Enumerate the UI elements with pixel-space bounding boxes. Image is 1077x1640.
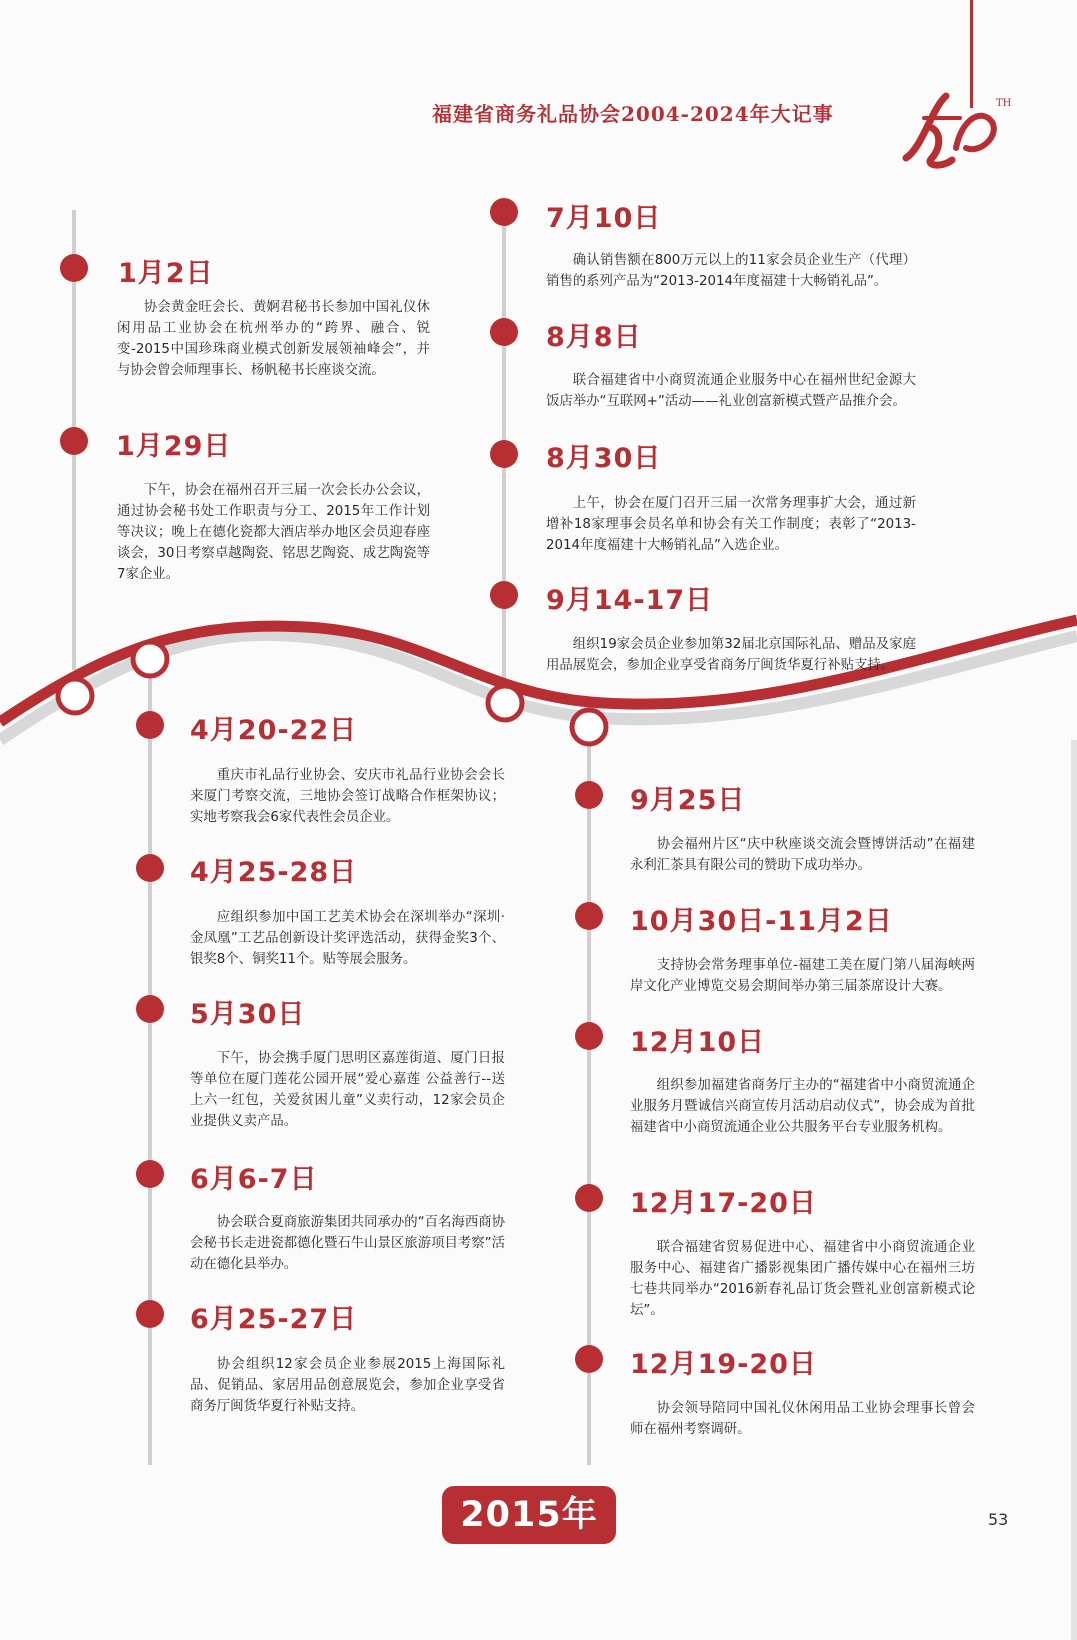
wave-node-2	[129, 638, 171, 680]
timeline-dot	[490, 440, 518, 468]
page-title: 福建省商务礼品协会2004-2024年大记事	[432, 102, 834, 126]
event-date: 5月30日	[190, 999, 306, 1030]
event-description: 组织19家会员企业参加第32届北京国际礼品、赠品及家庭用品展览会，参加企业享受省商务厅闽货华夏行补贴支持。	[546, 637, 916, 673]
event-description: 协会领导陪同中国礼仪休闲用品工业协会理事长曾会师在福州考察调研。	[630, 1401, 975, 1437]
timeline-dot	[60, 427, 88, 455]
page-number: 53	[988, 1510, 1009, 1529]
timeline-dot	[575, 1184, 603, 1212]
timeline-dot	[136, 1160, 164, 1188]
event-description: 组织参加福建省商务厅主办的“福建省中小商贸流通企业服务月暨诚信兴商宣传月活动启动仪式”，协会成为首批福建省中小商贸流通企业公共服务平台专业服务机构。	[630, 1078, 975, 1135]
20th-anniversary-logo	[902, 88, 1022, 176]
event-date: 9月25日	[630, 785, 746, 816]
timeline-dot	[136, 995, 164, 1023]
event-description: 支持协会常务理事单位-福建工美在厦门第八届海峡两岸文化产业博览交易会期间举办第三届茶席设计大赛。	[630, 958, 975, 994]
event-date: 12月19-20日	[630, 1349, 817, 1380]
timeline-dot	[575, 781, 603, 809]
event-description: 协会组织12家会员企业参展2015上海国际礼品、促销品、家居用品创意展览会，参加企业享受省商务厅闽货华夏行补贴支持。	[190, 1357, 505, 1414]
event-date: 12月10日	[630, 1027, 766, 1058]
event-date: 7月10日	[546, 203, 662, 234]
wave-node-1	[54, 675, 96, 717]
timeline-dot	[490, 581, 518, 609]
event-description: 联合福建省贸易促进中心、福建省中小商贸流通企业服务中心、福建省广播影视集团广播传媒中心在福州三坊七巷共同举办“2016新春礼品订货会暨礼业创富新模式论坛”。	[630, 1240, 975, 1318]
event-date: 1月2日	[118, 258, 214, 289]
logo-suffix: TH	[996, 98, 1012, 109]
timeline-dot	[136, 711, 164, 739]
wave-node-4	[568, 706, 610, 748]
timeline-dot	[575, 1345, 603, 1373]
event-description: 确认销售额在800万元以上的11家会员企业生产（代理）销售的系列产品为“2013-2014年度福建十大畅销礼品”。	[546, 253, 916, 289]
event-date: 1月29日	[116, 431, 232, 462]
event-description: 应组织参加中国工艺美术协会在深圳举办“深圳·金凤凰”工艺品创新设计奖评选活动，获得金奖3个、银奖8个、铜奖11个。贴等展会服务。	[190, 910, 505, 967]
event-date: 8月8日	[546, 322, 642, 353]
wave-node-3	[484, 682, 526, 724]
timeline-dot	[136, 854, 164, 882]
event-description: 联合福建省中小商贸流通企业服务中心在福州世纪金源大饭店举办“互联网+”活动——礼业创富新模式暨产品推介会。	[546, 373, 916, 409]
timeline-wave	[0, 600, 1077, 760]
event-description: 协会黄金旺会长、黄婀君秘书长参加中国礼仪休闲用品工业协会在杭州举办的“跨界、融合、锐变-2015中国珍珠商业模式创新发展领袖峰会”，并与协会曾会师理事长、杨帆秘书长座谈交流。	[117, 300, 430, 378]
timeline-dot	[60, 254, 88, 282]
timeline-dot	[490, 198, 518, 226]
event-description: 上午，协会在厦门召开三届一次常务理事扩大会，通过新增补18家理事会员名单和协会有关工作制度；表彰了“2013-2014年度福建十大畅销礼品”入选企业。	[546, 496, 916, 553]
event-date: 4月20-22日	[190, 715, 358, 746]
timeline-dot	[575, 902, 603, 930]
timeline-dot	[136, 1300, 164, 1328]
event-description: 下午，协会携手厦门思明区嘉莲街道、厦门日报等单位在厦门莲花公园开展“爱心嘉莲 公益善行--送上六一红包，关爱贫困儿童”义卖行动，12家会员企业提供义卖产品。	[190, 1051, 505, 1129]
event-date: 12月17-20日	[630, 1188, 817, 1219]
page-edge	[1071, 740, 1077, 1640]
event-date: 6月6-7日	[190, 1164, 318, 1195]
event-description: 协会联合夏商旅游集团共同承办的“百名海西商协会秘书长走进瓷都德化暨石牛山景区旅游项目考察”活动在德化县举办。	[190, 1215, 505, 1272]
event-description: 下午，协会在福州召开三届一次会长办公会议，通过协会秘书处工作职责与分工、2015年工作计划等决议；晚上在德化瓷都大酒店举办地区会员迎春座谈会，30日考察卓越陶瓷、铭思艺陶瓷、成艺陶瓷等7家企业。	[117, 483, 430, 582]
event-description: 协会福州片区“庆中秋座谈交流会暨博饼活动”在福建永利汇茶具有限公司的赞助下成功举办。	[630, 837, 975, 873]
event-date: 8月30日	[546, 443, 662, 474]
event-date: 6月25-27日	[190, 1304, 358, 1335]
timeline-line-lower-left	[148, 660, 152, 1465]
year-badge: 2015年	[442, 1486, 616, 1544]
event-date: 10月30日-11月2日	[630, 906, 893, 937]
event-description: 重庆市礼品行业协会、安庆市礼品行业协会会长来厦门考察交流，三地协会签订战略合作框架协议；实地考察我会6家代表性会员企业。	[190, 768, 505, 825]
timeline-dot	[575, 1022, 603, 1050]
event-date: 4月25-28日	[190, 857, 358, 888]
event-date: 9月14-17日	[546, 585, 714, 616]
timeline-dot	[490, 318, 518, 346]
